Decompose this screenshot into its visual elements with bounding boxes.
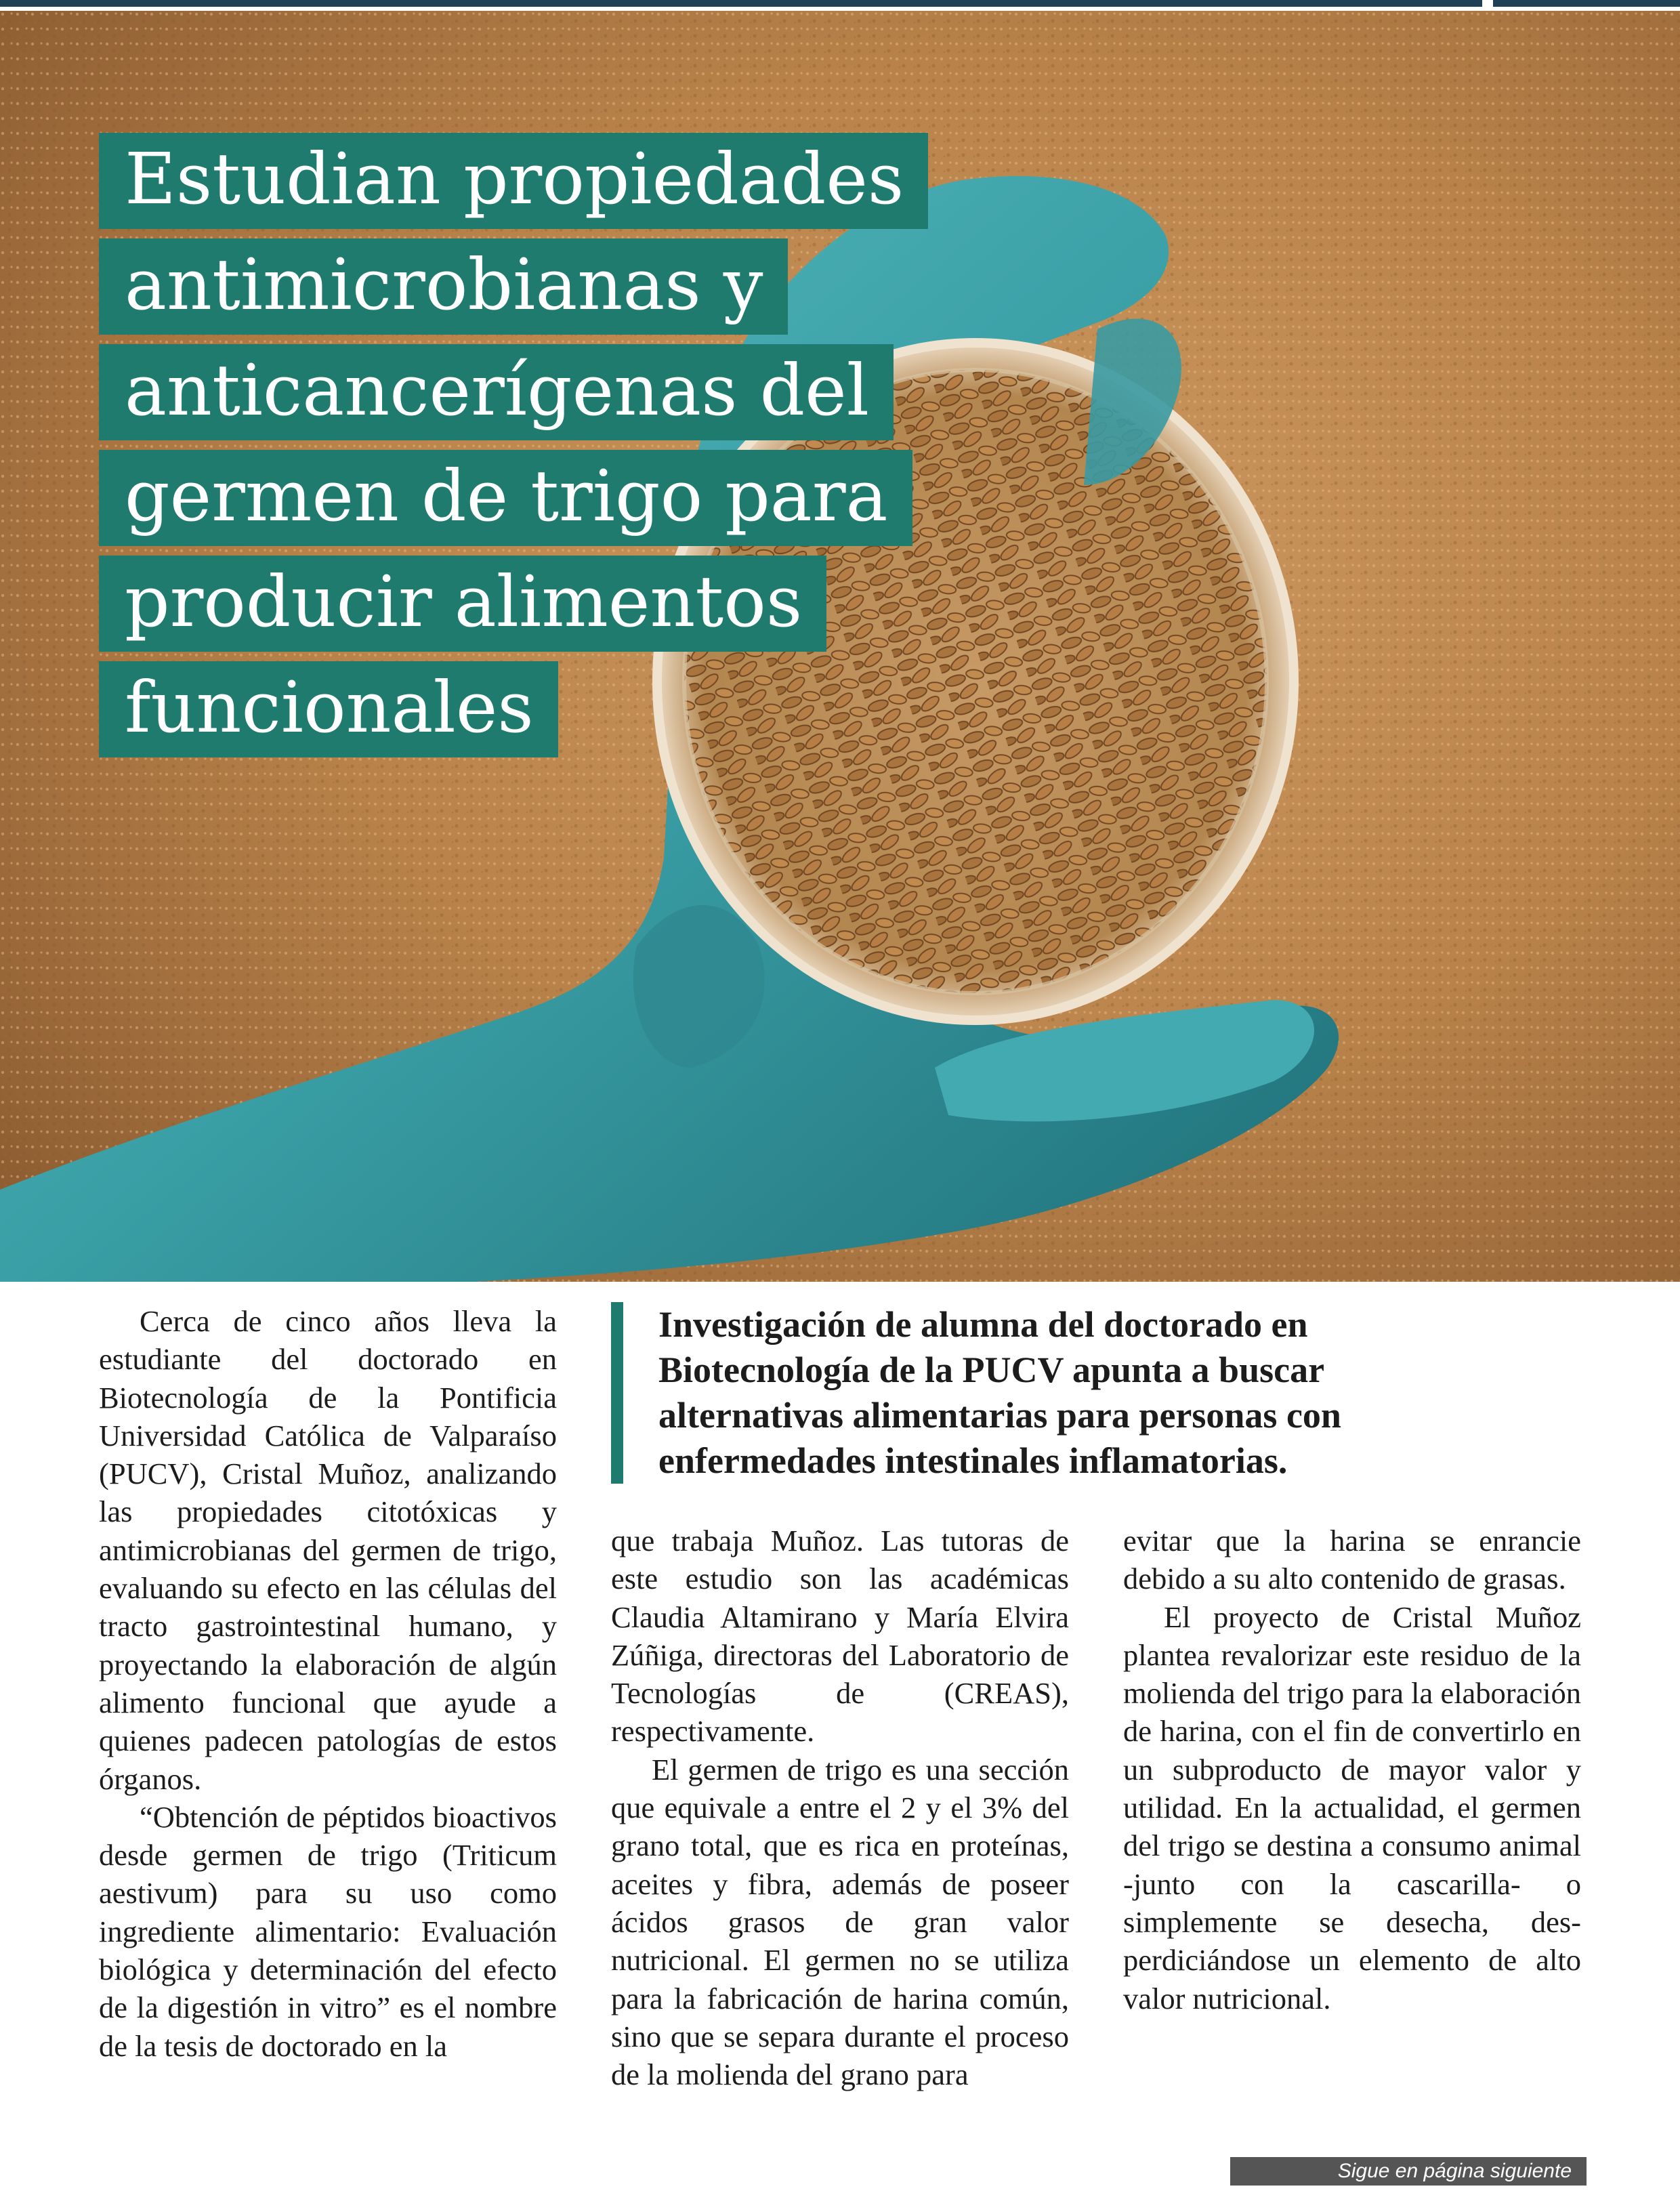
article-column-1 <box>99 1302 557 2065</box>
top-rule <box>0 0 1680 11</box>
deck-line: enfermedades intestinales inflamatorias. <box>658 1440 1288 1481</box>
headline-line: Estudian propiedades <box>99 133 928 229</box>
headline-line: antimicrobianas y <box>99 238 788 335</box>
body-paragraph: evitar que la harina se enrancie debido a su alto contenido de grasas. <box>1123 1524 1581 1596</box>
continues-next-page-label: Sigue en página siguiente <box>1230 2157 1587 2186</box>
headline-line: producir alimentos <box>99 556 826 652</box>
top-rule-bar <box>0 0 1482 7</box>
article-column-3 <box>1123 1522 1581 2018</box>
deck-line: Investigación de alumna del doctorado en <box>658 1304 1308 1345</box>
top-rule-bar-right <box>1493 0 1680 7</box>
headline <box>99 133 912 767</box>
headline-line: germen de trigo para <box>99 450 912 546</box>
deck-line: alternativas alimentarias para personas con <box>658 1395 1341 1436</box>
headline-line: funcionales <box>99 661 558 757</box>
deck-line: Biotecnología de la PUCV apunta a buscar <box>658 1350 1325 1390</box>
headline-line: anticancerígenas del <box>99 344 894 440</box>
body-paragraph: “Obtención de péptidos bioactivos desde germen de trigo (Triticum aestivum) para su uso como ingrediente alimentario: Evaluación biológica y determinación del efecto de la digestión in vitro” es el nombre de la tesis de doctorado en la <box>99 1799 557 2063</box>
body-paragraph: El germen de trigo es una sección que equivale a entre el 2 y el 3% del grano total, que es rica en proteínas, aceites y fibra, además de poseer ácidos grasos de gran valor nutricional. El germen no se utiliza para la fabricación de harina común, sino que se separa durante el proceso de la molienda del grano para <box>611 1752 1069 2092</box>
deck-subheadline <box>611 1302 1634 1484</box>
article-column-2 <box>611 1522 1069 2093</box>
body-paragraph: Cerca de cinco años lleva la estudiante del doctorado en Biotecnología de la Pontificia Universidad Católica de Valparaíso (PUCV), Cristal Muñoz, analizando las propiedades citotóxicas y antimicrobianas del germen de trigo, evaluando su efecto en las células del tracto gastrointestinal humano, y proyectando la elaboración de algún alimento funcional que ayude a quienes padecen patologías de estos órganos. <box>99 1304 557 1796</box>
body-paragraph: El proyecto de Cristal Muñoz plantea revalorizar este residuo de la molienda del trigo para la elaboración de harina, con el fin de convertirlo en un subproducto de mayor valor y utilidad. En la actualidad, el germen del trigo se destina a consumo animal -junto con la cascarilla- o simplemente se desecha, desperdiciándose un elemento de alto valor nutricional. <box>1123 1600 1581 2015</box>
body-paragraph: que trabaja Muñoz. Las tutoras de este estudio son las académicas Claudia Altamirano y María Elvira Zúñiga, directoras del Laboratorio de Tecnologías de (CREAS), respectivamente. <box>611 1524 1069 1749</box>
hero-photo <box>0 11 1680 1282</box>
